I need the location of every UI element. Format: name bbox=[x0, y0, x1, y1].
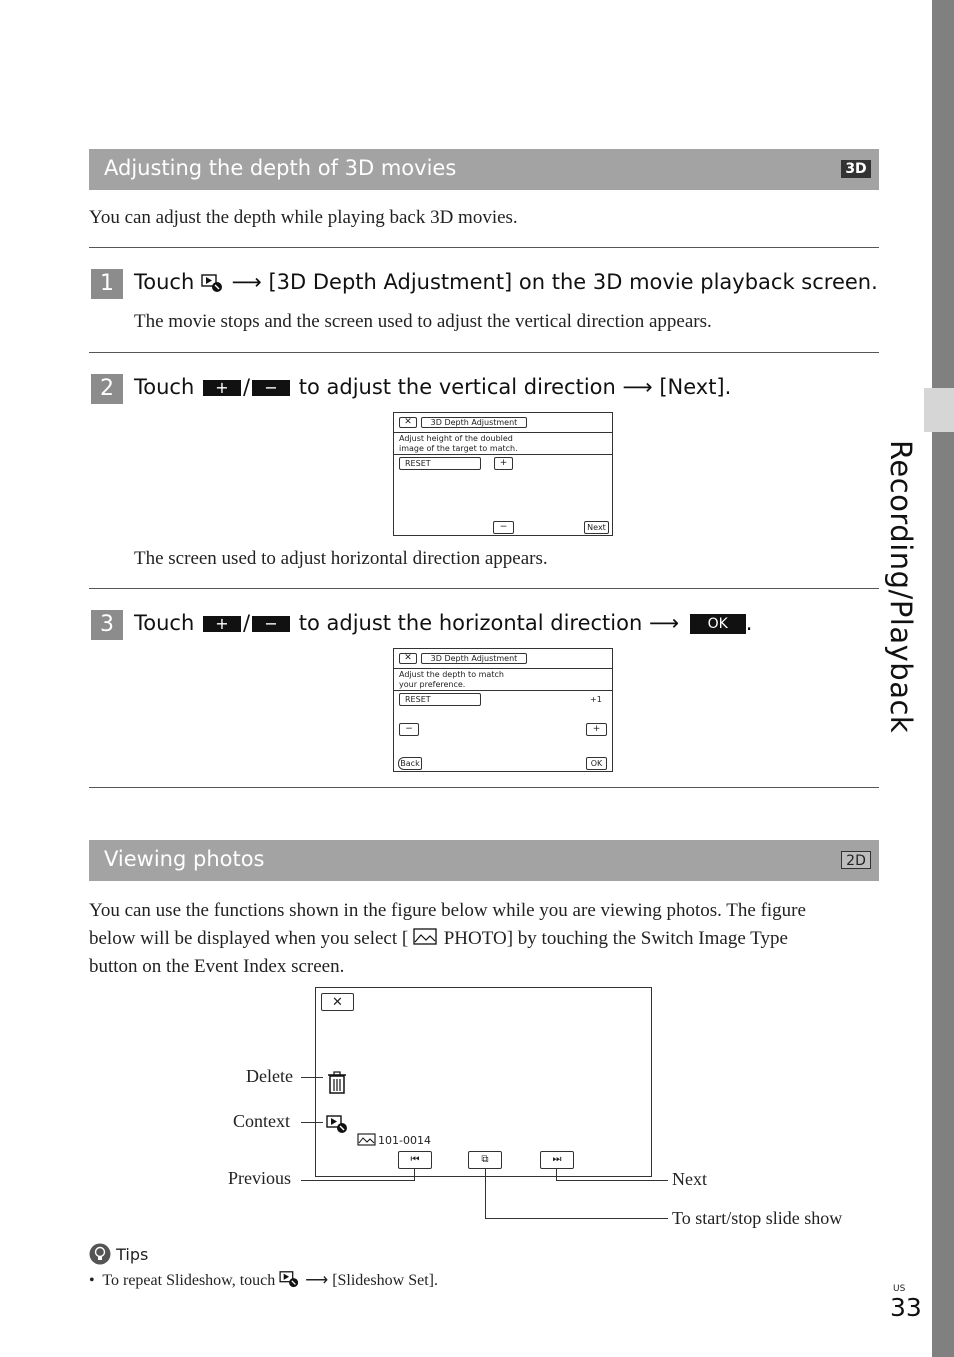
arrow-icon: ⟶ bbox=[622, 375, 653, 399]
step-1-instruction: Touch ⟶ [3D Depth Adjustment] on the 3D movie playback screen. bbox=[134, 270, 878, 294]
step-number: 3 bbox=[91, 610, 123, 640]
previous-label: Previous bbox=[228, 1168, 291, 1188]
plus-icon: + bbox=[203, 380, 241, 396]
section-header-2d bbox=[89, 840, 879, 881]
close-icon[interactable]: ✕ bbox=[399, 417, 417, 428]
minus-button[interactable]: − bbox=[493, 521, 514, 534]
vertical-adjust-screen bbox=[393, 412, 613, 536]
reset-button[interactable]: RESET bbox=[399, 457, 481, 470]
tips-item: • To repeat Slideshow, touch ⟶ [Slideshow Set]. bbox=[89, 1272, 438, 1289]
step-2-instruction: Touch + / − to adjust the vertical direction ⟶ [Next]. bbox=[134, 375, 732, 399]
delete-label: Delete bbox=[246, 1066, 293, 1086]
ok-icon: OK bbox=[690, 614, 746, 634]
step-1-note: The movie stops and the screen used to adjust the vertical direction appears. bbox=[134, 311, 712, 332]
slideshow-button[interactable]: ⧉ bbox=[468, 1151, 502, 1169]
close-icon[interactable]: ✕ bbox=[321, 993, 354, 1011]
section-title: Adjusting the depth of 3D movies bbox=[104, 156, 457, 180]
section-title: Viewing photos bbox=[104, 847, 265, 871]
divider bbox=[89, 787, 879, 788]
arrow-icon: ⟶ bbox=[231, 270, 262, 294]
context-label: Context bbox=[233, 1111, 290, 1131]
divider bbox=[89, 247, 879, 248]
context-icon bbox=[279, 1270, 301, 1288]
slideshow-label: To start/stop slide show bbox=[672, 1208, 843, 1228]
plus-button[interactable]: + bbox=[494, 457, 513, 470]
page-number: 33 bbox=[890, 1293, 922, 1322]
step-2-note: The screen used to adjust horizontal direction appears. bbox=[134, 548, 548, 569]
plus-icon: + bbox=[203, 616, 241, 632]
photo-icon bbox=[357, 1133, 377, 1147]
reset-button[interactable]: RESET bbox=[399, 693, 481, 706]
side-label: Recording/Playback bbox=[884, 440, 918, 734]
side-bar bbox=[932, 0, 954, 1357]
3d-badge: 3D bbox=[841, 160, 871, 178]
step-3-instruction: Touch + / − to adjust the horizontal direction ⟶ OK . bbox=[134, 611, 753, 635]
section-intro: You can adjust the depth while playing back 3D movies. bbox=[89, 207, 518, 228]
next-button[interactable]: Next bbox=[584, 521, 609, 534]
2d-badge: 2D bbox=[841, 851, 871, 869]
screen-message: Adjust height of the doubled image of the target to match. bbox=[399, 434, 518, 453]
screen-message: Adjust the depth to match your preference. bbox=[399, 670, 504, 689]
depth-value: +1 bbox=[590, 695, 602, 704]
tips-heading: Tips bbox=[89, 1243, 148, 1265]
trash-icon[interactable] bbox=[326, 1071, 348, 1095]
lightbulb-icon bbox=[89, 1243, 111, 1265]
close-icon[interactable]: ✕ bbox=[399, 653, 417, 664]
divider bbox=[89, 588, 879, 589]
back-button[interactable]: Back bbox=[398, 757, 422, 770]
context-icon[interactable] bbox=[326, 1114, 350, 1134]
file-number: 101-0014 bbox=[378, 1134, 431, 1147]
playback-context-icon bbox=[201, 273, 225, 293]
ok-button[interactable]: OK bbox=[586, 757, 607, 770]
step-number: 2 bbox=[91, 374, 123, 404]
next-label: Next bbox=[672, 1169, 707, 1189]
minus-button[interactable]: − bbox=[399, 723, 419, 736]
next-button[interactable]: ⏭ bbox=[540, 1151, 574, 1169]
arrow-icon: ⟶ bbox=[305, 1272, 329, 1289]
photo-viewer-screen bbox=[315, 987, 652, 1177]
side-tab-marker bbox=[924, 388, 954, 432]
page-locale: US bbox=[893, 1284, 906, 1294]
horizontal-adjust-screen bbox=[393, 648, 613, 772]
photo-icon bbox=[413, 928, 439, 946]
step-number: 1 bbox=[91, 269, 123, 299]
section-paragraph: You can use the functions shown in the figure below while you are viewing photos. The figure below will be displayed when you select [ PHOTO] by touching the Switch Image Type button on the Event Index screen. bbox=[89, 900, 806, 977]
divider bbox=[89, 352, 879, 353]
screen-header: 3D Depth Adjustment bbox=[421, 653, 527, 664]
section-header-3d bbox=[89, 149, 879, 190]
screen-header: 3D Depth Adjustment bbox=[421, 417, 527, 428]
plus-button[interactable]: + bbox=[586, 723, 607, 736]
previous-button[interactable]: ⏮ bbox=[398, 1151, 432, 1169]
arrow-icon: ⟶ bbox=[648, 611, 680, 635]
minus-icon: − bbox=[252, 616, 290, 632]
minus-icon: − bbox=[252, 380, 290, 396]
